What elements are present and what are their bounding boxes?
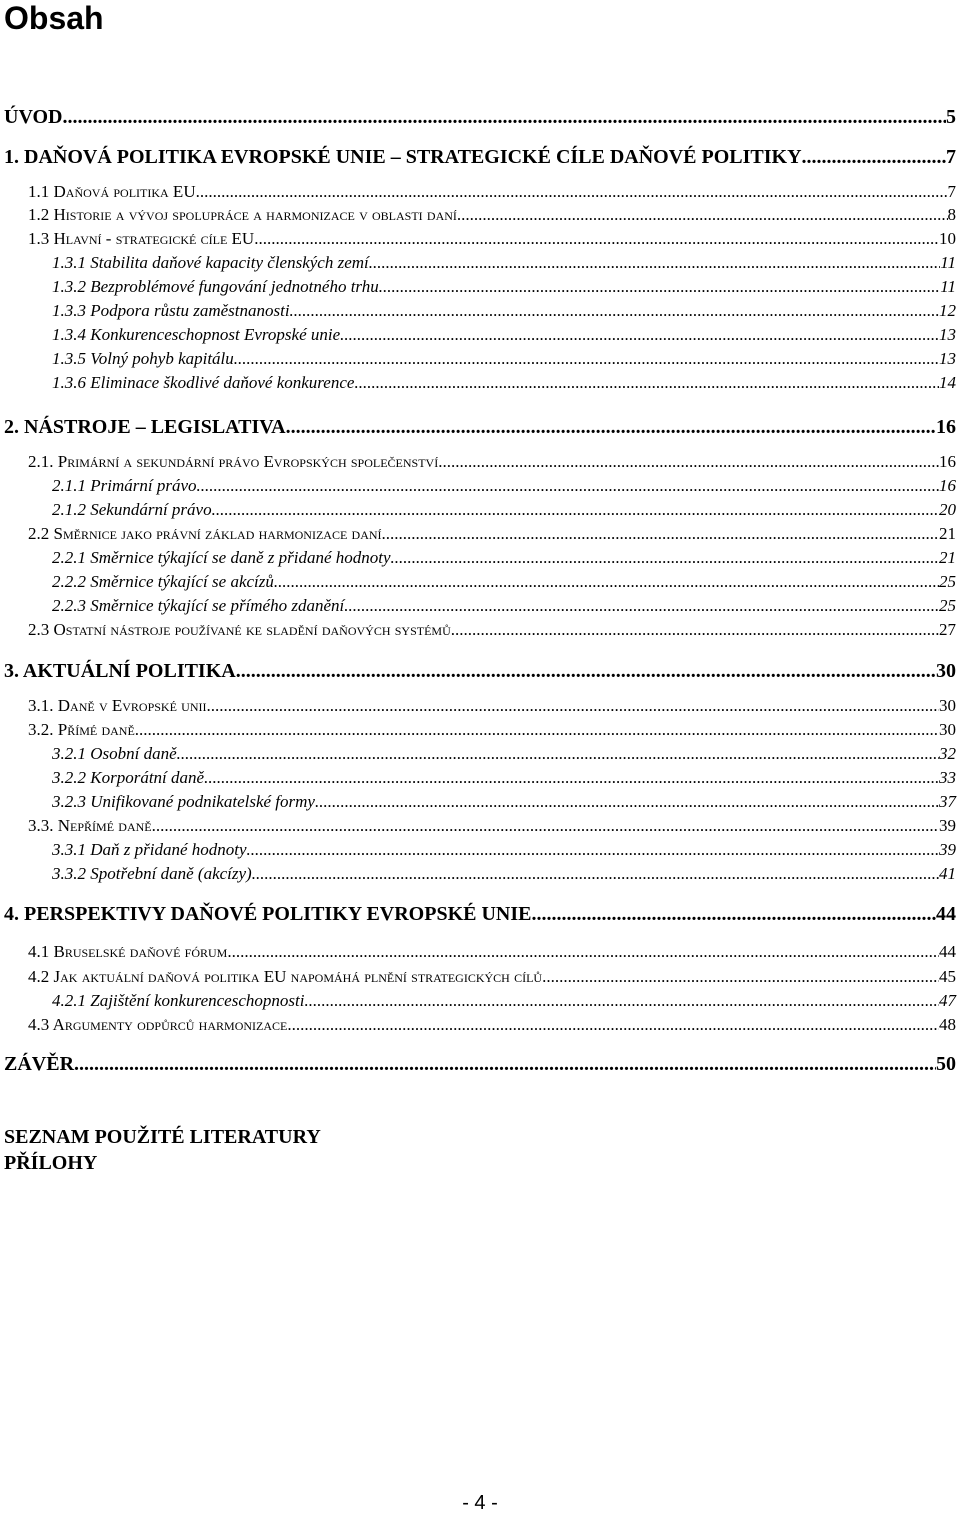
toc-entry-page: 48 bbox=[939, 1015, 956, 1034]
toc-entry-number: 1. bbox=[4, 146, 19, 168]
toc-entry-text: Daně v Evropské unii bbox=[57, 696, 207, 715]
toc-entry-page: 44 bbox=[939, 942, 956, 961]
toc-entry-number: 1.2 bbox=[28, 205, 50, 224]
toc-entry-title bbox=[52, 839, 247, 860]
toc-leader-dots bbox=[451, 619, 939, 640]
toc-entry-page: 14 bbox=[939, 373, 956, 392]
toc-entry[interactable] bbox=[4, 145, 956, 169]
toc-leader-dots bbox=[382, 523, 939, 544]
toc-entry[interactable] bbox=[28, 204, 956, 225]
toc-entry[interactable] bbox=[52, 743, 956, 764]
toc-entry-number: 3.2. bbox=[28, 720, 54, 739]
toc-entry-page: 25 bbox=[939, 572, 956, 591]
toc-entry-title bbox=[52, 863, 252, 884]
toc-entry-number: 3. bbox=[4, 660, 19, 682]
toc-entry-title bbox=[28, 619, 451, 640]
toc-entry-page: 20 bbox=[939, 500, 956, 519]
toc-entry-title bbox=[4, 902, 531, 926]
toc-leader-dots bbox=[227, 941, 939, 962]
toc-entry-number: 1.3.3 bbox=[52, 301, 86, 320]
toc-entry-page: 21 bbox=[939, 548, 956, 567]
toc-entry-title bbox=[28, 695, 207, 716]
toc-entry-text: DAŇOVÁ POLITIKA EVROPSKÉ UNIE – STRATEGICKÉ CÍLE DAŇOVÉ POLITIKY bbox=[24, 146, 802, 168]
toc-leader-dots bbox=[274, 571, 939, 592]
toc-entry-text: Ostatní nástroje používané ke sladění daňových systémů bbox=[53, 620, 451, 639]
toc-entry[interactable] bbox=[28, 941, 956, 962]
toc-leader-dots bbox=[304, 990, 939, 1011]
toc-entry[interactable] bbox=[52, 839, 956, 860]
toc-entry-text: NÁSTROJE – LEGISLATIVA bbox=[24, 416, 286, 438]
toc-entry-title bbox=[4, 145, 802, 169]
toc-entry[interactable] bbox=[52, 276, 956, 297]
toc-entry-page: 39 bbox=[939, 840, 956, 859]
toc-entry[interactable] bbox=[52, 324, 956, 345]
toc-entry-page: 16 bbox=[939, 476, 956, 495]
toc-entry-title bbox=[52, 499, 212, 520]
toc-entry-title bbox=[52, 324, 340, 345]
toc-entry-number: 1.3 bbox=[28, 229, 50, 248]
toc-entry-number: 3.1. bbox=[28, 696, 54, 715]
toc-entry[interactable] bbox=[28, 719, 956, 740]
toc-entry-text: Stabilita daňové kapacity členských zemí bbox=[90, 253, 369, 272]
toc-entry-number: 1.3.1 bbox=[52, 253, 86, 272]
toc-leader-dots bbox=[286, 415, 936, 439]
toc-entry-title bbox=[52, 990, 304, 1011]
toc-entry-text: Konkurenceschopnost Evropské unie bbox=[90, 325, 341, 344]
toc-leader-dots bbox=[354, 372, 939, 393]
toc-entry-text: Nepřímé daně bbox=[57, 816, 152, 835]
toc-leader-dots bbox=[234, 348, 939, 369]
toc-entry-text: Daň z přidané hodnoty bbox=[90, 840, 247, 859]
toc-leader-dots bbox=[63, 105, 947, 129]
toc-entry-number: 3.2.1 bbox=[52, 744, 86, 763]
toc-entry-title bbox=[52, 767, 204, 788]
toc-entry[interactable] bbox=[52, 348, 956, 369]
toc-leader-dots bbox=[207, 695, 940, 716]
toc-entry-number: 4.1 bbox=[28, 942, 50, 961]
toc-leader-dots bbox=[204, 767, 939, 788]
toc-leader-dots bbox=[152, 815, 939, 836]
toc-entry[interactable] bbox=[4, 1052, 956, 1076]
toc-entry-title bbox=[28, 1014, 287, 1035]
toc-entry-page: 25 bbox=[939, 596, 956, 615]
toc-entry[interactable] bbox=[52, 595, 956, 616]
toc-entry-number: 3.3. bbox=[28, 816, 54, 835]
toc-entry-page: 16 bbox=[939, 452, 956, 471]
toc-entry[interactable] bbox=[52, 499, 956, 520]
toc-entry-text: PERSPEKTIVY DAŇOVÉ POLITIKY EVROPSKÉ UNIE bbox=[24, 903, 532, 925]
toc-leader-dots bbox=[531, 902, 936, 926]
toc-entry[interactable] bbox=[28, 451, 956, 472]
toc-entry-page: 41 bbox=[939, 864, 956, 883]
toc-entry-text: ÚVOD bbox=[4, 106, 63, 128]
toc-entry-number: 1.3.5 bbox=[52, 349, 86, 368]
toc-leader-dots bbox=[247, 839, 939, 860]
toc-entry-page: 44 bbox=[936, 903, 956, 925]
toc-entry[interactable] bbox=[52, 372, 956, 393]
toc-entry-text: Spotřební daně (akcízy) bbox=[90, 864, 252, 883]
toc-entry-number: 3.3.1 bbox=[52, 840, 86, 859]
toc-entry-page: 33 bbox=[939, 768, 956, 787]
toc-entry-number: 2. bbox=[4, 416, 19, 438]
toc-entry-text: ZÁVĚR bbox=[4, 1053, 75, 1075]
toc-entry-text: Bezproblémové fungování jednotného trhu bbox=[90, 277, 379, 296]
toc-entry-page: 13 bbox=[939, 325, 956, 344]
toc-entry-title bbox=[4, 659, 236, 683]
toc-entry-page: 45 bbox=[939, 967, 956, 986]
toc-entry-title bbox=[52, 300, 290, 321]
toc-leader-dots bbox=[344, 595, 939, 616]
toc-entry-text: Historie a vývoj spolupráce a harmonizace v oblasti daní bbox=[53, 205, 457, 224]
toc-entry-title bbox=[4, 105, 63, 129]
toc-entry-number: 4.3 bbox=[28, 1015, 50, 1034]
toc-entry[interactable] bbox=[52, 791, 956, 812]
toc-entry-title bbox=[52, 372, 354, 393]
toc-entry[interactable] bbox=[52, 571, 956, 592]
toc-entry-title bbox=[28, 966, 542, 987]
toc-entry-text: Osobní daně bbox=[90, 744, 177, 763]
toc-entry-number: 2.3 bbox=[28, 620, 50, 639]
toc-entry[interactable] bbox=[52, 475, 956, 496]
toc-leader-dots bbox=[197, 475, 940, 496]
toc-entry-text: Korporátní daně bbox=[90, 768, 205, 787]
toc-entry-title bbox=[28, 719, 135, 740]
toc-entry-number: 4.2 bbox=[28, 967, 50, 986]
toc-entry-text: Směrnice týkající se přímého zdanění bbox=[90, 596, 345, 615]
toc-entry-number: 3.3.2 bbox=[52, 864, 86, 883]
toc-entry-page: 5 bbox=[946, 106, 956, 128]
toc-entry-page: 50 bbox=[936, 1053, 956, 1075]
toc-entry-number: 1.3.2 bbox=[52, 277, 86, 296]
toc-entry[interactable] bbox=[52, 252, 956, 273]
toc-entry-title bbox=[52, 475, 197, 496]
toc-entry-number: 1.1 bbox=[28, 182, 50, 201]
toc-entry[interactable] bbox=[4, 902, 956, 926]
toc-leader-dots bbox=[135, 719, 939, 740]
toc-entry-text: AKTUÁLNÍ POLITIKA bbox=[22, 660, 236, 682]
toc-entry-text: Směrnice jako právní základ harmonizace daní bbox=[53, 524, 382, 543]
toc-entry-text: Bruselské daňové fórum bbox=[53, 942, 228, 961]
toc-entry-text: Přímé daně bbox=[57, 720, 135, 739]
toc-entry[interactable] bbox=[28, 181, 956, 202]
toc-entry-title bbox=[28, 228, 254, 249]
toc-entry-text: Hlavní - strategické cíle EU bbox=[53, 229, 255, 248]
toc-entry-title bbox=[52, 547, 391, 568]
toc-entry-page: 32 bbox=[939, 744, 956, 763]
toc-entry-page: 30 bbox=[939, 696, 956, 715]
toc-leader-dots bbox=[290, 300, 939, 321]
toc-entry-text: Daňová politika EU bbox=[53, 182, 196, 201]
toc-leader-dots bbox=[457, 204, 948, 225]
toc-entry-text: Primární a sekundární právo Evropských společenství bbox=[57, 452, 439, 471]
toc-leader-dots bbox=[236, 659, 936, 683]
toc-entry-text: Argumenty odpůrců harmonizace bbox=[52, 1015, 288, 1034]
toc-entry-text: Zajištění konkurenceschopnosti bbox=[90, 991, 305, 1010]
toc-entry-title bbox=[28, 181, 196, 202]
toc-entry-title bbox=[28, 204, 457, 225]
toc-leader-dots bbox=[74, 1052, 936, 1076]
toc-leader-dots bbox=[252, 863, 939, 884]
toc-entry-page: 30 bbox=[939, 720, 956, 739]
toc-entry-number: 4. bbox=[4, 903, 19, 925]
toc-entry-page: 16 bbox=[936, 416, 956, 438]
toc-entry-number: 3.2.2 bbox=[52, 768, 86, 787]
toc-leader-dots bbox=[196, 181, 948, 202]
toc-entry[interactable] bbox=[28, 1014, 956, 1035]
toc-entry[interactable] bbox=[52, 300, 956, 321]
toc-entry-title bbox=[52, 348, 234, 369]
toc-entry-page: 8 bbox=[947, 205, 956, 224]
toc-entry-page: 30 bbox=[936, 660, 956, 682]
toc-entry-page: 13 bbox=[939, 349, 956, 368]
toc-entry[interactable] bbox=[28, 966, 956, 987]
toc-entry-title bbox=[28, 941, 227, 962]
toc-entry-page: 11 bbox=[940, 253, 956, 272]
toc-entry-page: 11 bbox=[940, 277, 956, 296]
toc-entry-number: 2.2.2 bbox=[52, 572, 86, 591]
toc-entry-number: 2.2.3 bbox=[52, 596, 86, 615]
toc-entry-page: 10 bbox=[939, 229, 956, 248]
toc-entry-text: Podpora růstu zaměstnanosti bbox=[90, 301, 290, 320]
toc-entry[interactable] bbox=[4, 659, 956, 683]
toc-leader-dots bbox=[542, 966, 939, 987]
toc-entry-number: 3.2.3 bbox=[52, 792, 86, 811]
page-title: Obsah bbox=[4, 0, 104, 36]
toc-entry-page: 12 bbox=[939, 301, 956, 320]
toc-entry-text: Jak aktuální daňová politika EU napomáhá plnění strategických cílů bbox=[53, 967, 543, 986]
toc-entry-title bbox=[52, 743, 177, 764]
toc-leader-dots bbox=[340, 324, 939, 345]
toc-entry-text: Primární právo bbox=[90, 476, 197, 495]
toc-entry-text: Směrnice týkající se akcízů bbox=[90, 572, 274, 591]
toc-entry[interactable] bbox=[28, 523, 956, 544]
toc-entry-title bbox=[4, 415, 286, 439]
toc-entry-page: 47 bbox=[939, 991, 956, 1010]
toc-entry-title bbox=[52, 791, 315, 812]
toc-entry[interactable] bbox=[52, 990, 956, 1011]
toc-entry[interactable] bbox=[28, 815, 956, 836]
toc-leader-dots bbox=[315, 791, 939, 812]
toc-entry-page: 7 bbox=[947, 182, 956, 201]
toc-leader-dots bbox=[254, 228, 939, 249]
toc-entry-title bbox=[52, 252, 369, 273]
toc-entry[interactable] bbox=[52, 547, 956, 568]
toc-leader-dots bbox=[802, 145, 946, 169]
toc-entry-title bbox=[28, 815, 152, 836]
toc-leader-dots bbox=[379, 276, 941, 297]
toc-leader-dots bbox=[287, 1014, 939, 1035]
toc-entry-page: 21 bbox=[939, 524, 956, 543]
toc-leader-dots bbox=[438, 451, 939, 472]
toc-entry-number: 1.3.4 bbox=[52, 325, 86, 344]
toc-entry[interactable] bbox=[52, 767, 956, 788]
toc-entry[interactable] bbox=[28, 619, 956, 640]
toc-leader-dots bbox=[177, 743, 939, 764]
toc-entry[interactable] bbox=[28, 228, 956, 249]
toc-entry-title bbox=[28, 523, 382, 544]
toc-entry-title bbox=[52, 571, 274, 592]
toc-entry-text: Unifikované podnikatelské formy bbox=[90, 792, 315, 811]
toc-entry-number: 2.1.2 bbox=[52, 500, 86, 519]
toc-entry-number: 2.2 bbox=[28, 524, 50, 543]
toc-entry-number: 2.2.1 bbox=[52, 548, 86, 567]
page-number: - 4 - bbox=[462, 1492, 498, 1514]
toc-leader-dots bbox=[212, 499, 939, 520]
toc-leader-dots bbox=[391, 547, 939, 568]
toc-entry[interactable] bbox=[4, 105, 956, 129]
toc-entry-number: 1.3.6 bbox=[52, 373, 86, 392]
toc-entry-number: 2.1. bbox=[28, 452, 54, 471]
toc-entry-number: 2.1.1 bbox=[52, 476, 86, 495]
toc-entry-page: 37 bbox=[939, 792, 956, 811]
toc-leader-dots bbox=[369, 252, 940, 273]
toc-entry[interactable] bbox=[52, 863, 956, 884]
toc-entry-page: 27 bbox=[939, 620, 956, 639]
toc-entry-page: 7 bbox=[946, 146, 956, 168]
toc-entry-title bbox=[52, 276, 379, 297]
toc-entry-text: Volný pohyb kapitálu bbox=[90, 349, 234, 368]
toc-entry-number: 4.2.1 bbox=[52, 991, 86, 1010]
toc-entry-text: Směrnice týkající se daně z přidané hodnoty bbox=[90, 548, 391, 567]
toc-entry-appendices[interactable]: PŘÍLOHY bbox=[4, 1152, 98, 1174]
toc-entry[interactable] bbox=[4, 415, 956, 439]
toc-entry-title bbox=[28, 451, 438, 472]
toc-entry-bibliography[interactable]: SEZNAM POUŽITÉ LITERATURY bbox=[4, 1126, 321, 1148]
toc-entry-title bbox=[52, 595, 344, 616]
toc-entry-text: Eliminace škodlivé daňové konkurence bbox=[90, 373, 355, 392]
toc-entry-text: Sekundární právo bbox=[90, 500, 212, 519]
toc-entry[interactable] bbox=[28, 695, 956, 716]
toc-entry-page: 39 bbox=[939, 816, 956, 835]
toc-entry-title bbox=[4, 1052, 74, 1076]
